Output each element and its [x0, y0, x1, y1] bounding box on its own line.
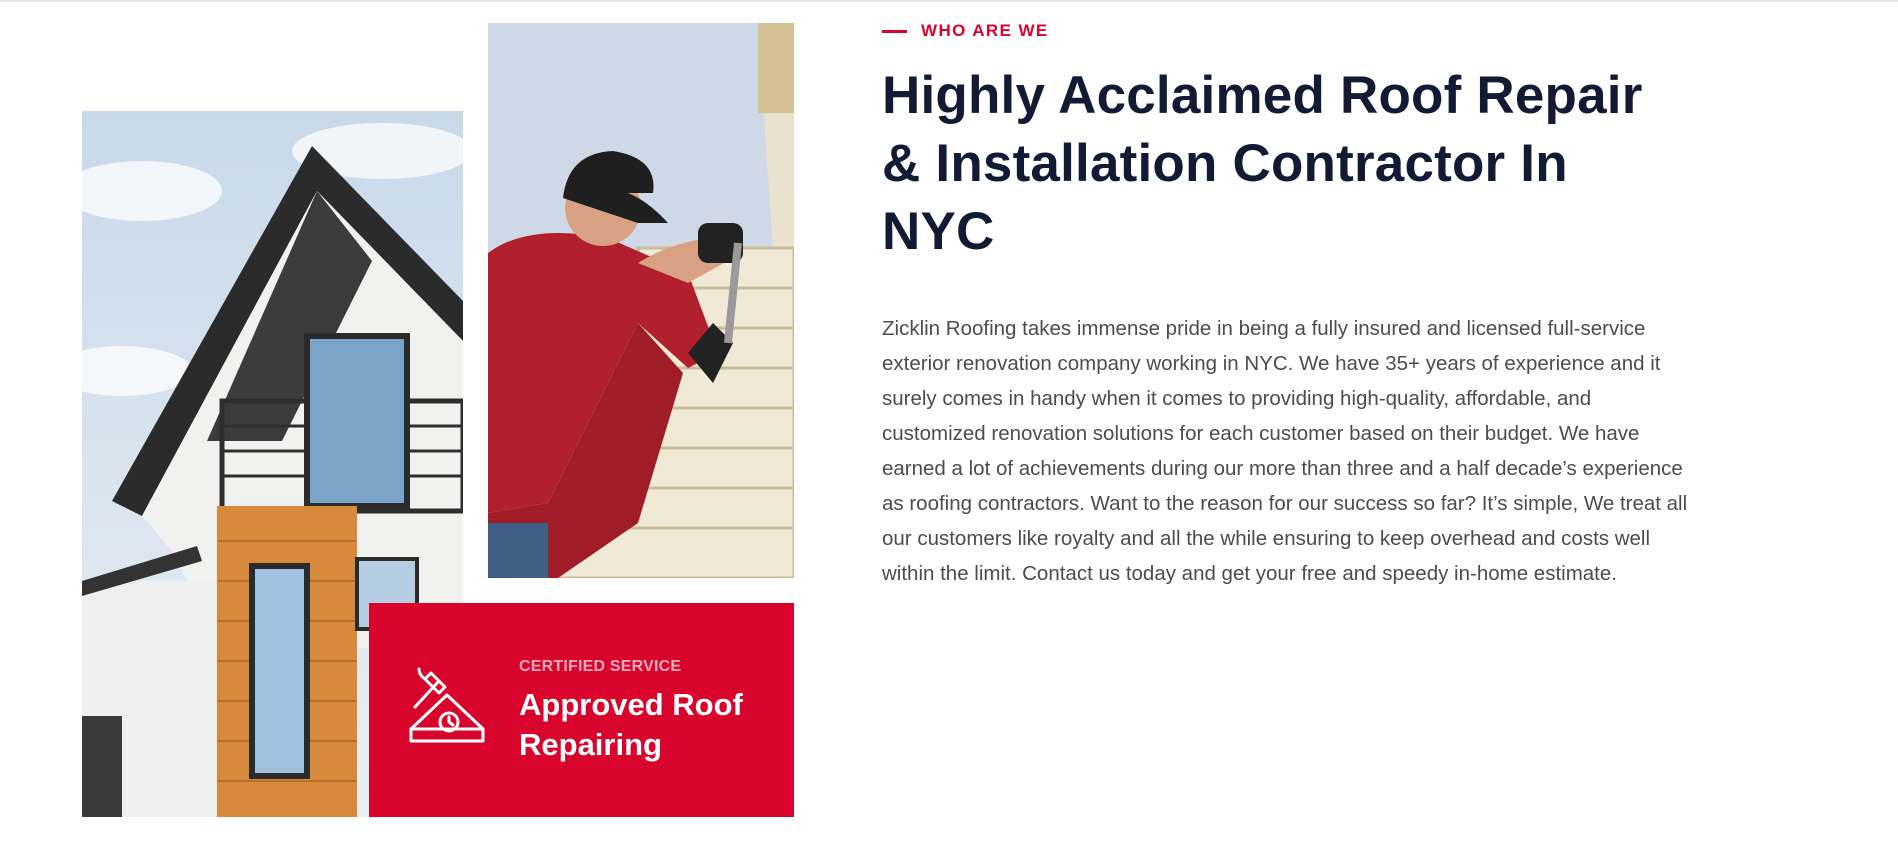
- worker-photo: [488, 23, 794, 578]
- certified-service-badge: [369, 603, 794, 817]
- section-eyebrow: [882, 19, 1049, 43]
- section-body-text: Zicklin Roofing takes immense pride in being a fully insured and licensed full-service exterior renovation company working in NYC. We have 35+ years of experience and it surely comes in handy when it comes to providing high-quality, affordable, and customized renovation solutions for each customer based on their budget. We have earned a lot of achievements during our more than three and a half decade’s experience as roofing contractors. Want to the reason for our success so far? It’s simple, We treat all our customers like royalty and all the while ensuring to keep overhead and costs well within the limit. Contact us today and get your free and speedy in-home estimate.: [882, 317, 1688, 585]
- badge-kicker: CERTIFIED SERVICE: [519, 658, 682, 675]
- badge-title: Approved Roof Repairing: [519, 687, 743, 762]
- section-headline: Highly Acclaimed Roof Repair & Installation Contractor In NYC: [882, 66, 1643, 261]
- eyebrow-label: WHO ARE WE: [921, 21, 1049, 40]
- top-divider: [0, 0, 1898, 2]
- roof-hammer-clock-icon: [405, 667, 489, 751]
- eyebrow-accent-line: [882, 30, 907, 33]
